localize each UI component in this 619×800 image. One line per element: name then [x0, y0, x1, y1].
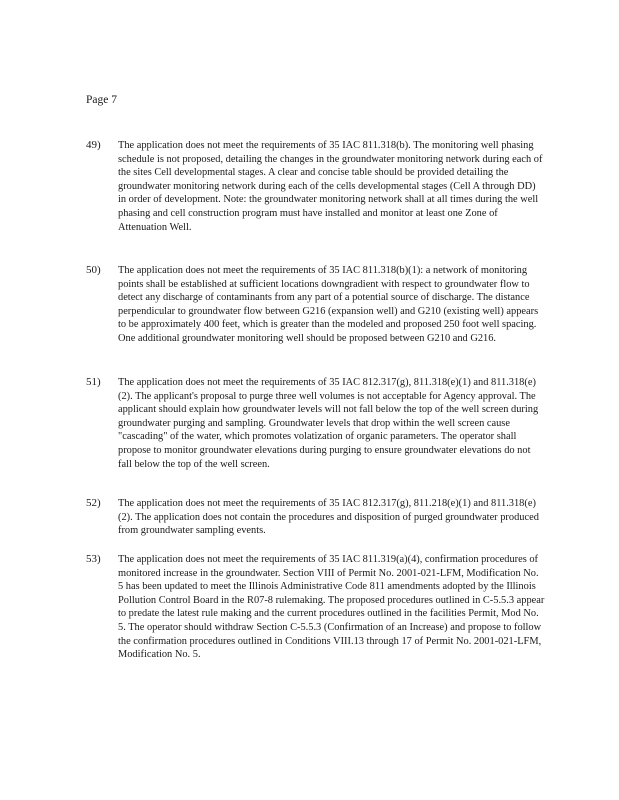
list-item: [86, 139, 546, 234]
item-text: The application does not meet the requirements of 35 IAC 811.318(b). The monitoring well phasing schedule is not proposed, detailing the changes in the groundwater monitoring network during each of the sites Cell developmental stages. A clear and concise table should be provided detailing the groundwater monitoring network during each of the cells developmental stages (Cell A through DD) in order of development. Note: the groundwater monitoring network shall at all times during the well phasing and cell construction program must have installed and monitor at least one Zone of Attenuation Well.: [118, 140, 543, 233]
page-number: Page 7: [86, 94, 117, 106]
item-text: The application does not meet the requirements of 35 IAC 812.317(g), 811.318(e)(1) and 811.318(e)(2). The applicant's proposal to purge three well volumes is not acceptable for Agency approval. The applicant should explain how groundwater levels will not fall below the top of the well screen during groundwater purging and sampling. Groundwater levels that drop within the well screen cause "cascading" of the water, which promotes volatization of organic parameters. The operator shall propose to monitor groundwater elevations during purging to ensure groundwater elevations do not fall below the top of the well screen.: [118, 377, 539, 470]
list-item: [86, 264, 546, 346]
item-text: The application does not meet the requirements of 35 IAC 811.319(a)(4), confirmation procedures of monitored increase in the groundwater. Section VIII of Permit No. 2001-021-LFM, Modification No. 5 has been updated to meet the Illinois Administrative Code 811 amendments adopted by the Illinois Pollution Control Board in the R07-8 rulemaking. The proposed procedures outlined in C-5.5.3 appear to predate the latest rule making and the current procedures outlined in the facilities Permit, Mod No. 5. The operator should withdraw Section C-5.5.3 (Confirmation of an Increase) and propose to follow the confirmation procedures outlined in Conditions VIII.13 through 17 of Permit No. 2001-021-LFM, Modification No. 5.: [118, 554, 545, 661]
item-number: 49): [86, 139, 101, 151]
item-text: The application does not meet the requirements of 35 IAC 811.318(b)(1): a network of monitoring points shall be established at sufficient locations downgradient with respect to groundwater flow to detect any discharge of contaminants from any part of a potential source of discharge. The distance perpendicular to groundwater flow between G216 (expansion well) and G210 (existing well) appears to be approximately 400 feet, which is greater than the modeled and proposed 250 foot well spacing. One additional groundwater monitoring well should be proposed between G210 and G216.: [118, 265, 539, 344]
list-item: [86, 553, 546, 662]
item-number: 53): [86, 553, 101, 565]
item-text: The application does not meet the requirements of 35 IAC 812.317(g), 811.218(e)(1) and 811.318(e)(2). The application does not contain the procedures and disposition of purged groundwater produced from groundwater sampling events.: [118, 498, 539, 537]
item-number: 50): [86, 264, 101, 276]
list-item: [86, 376, 546, 471]
list-item: [86, 497, 546, 538]
item-number: 51): [86, 376, 101, 388]
item-number: 52): [86, 497, 101, 509]
